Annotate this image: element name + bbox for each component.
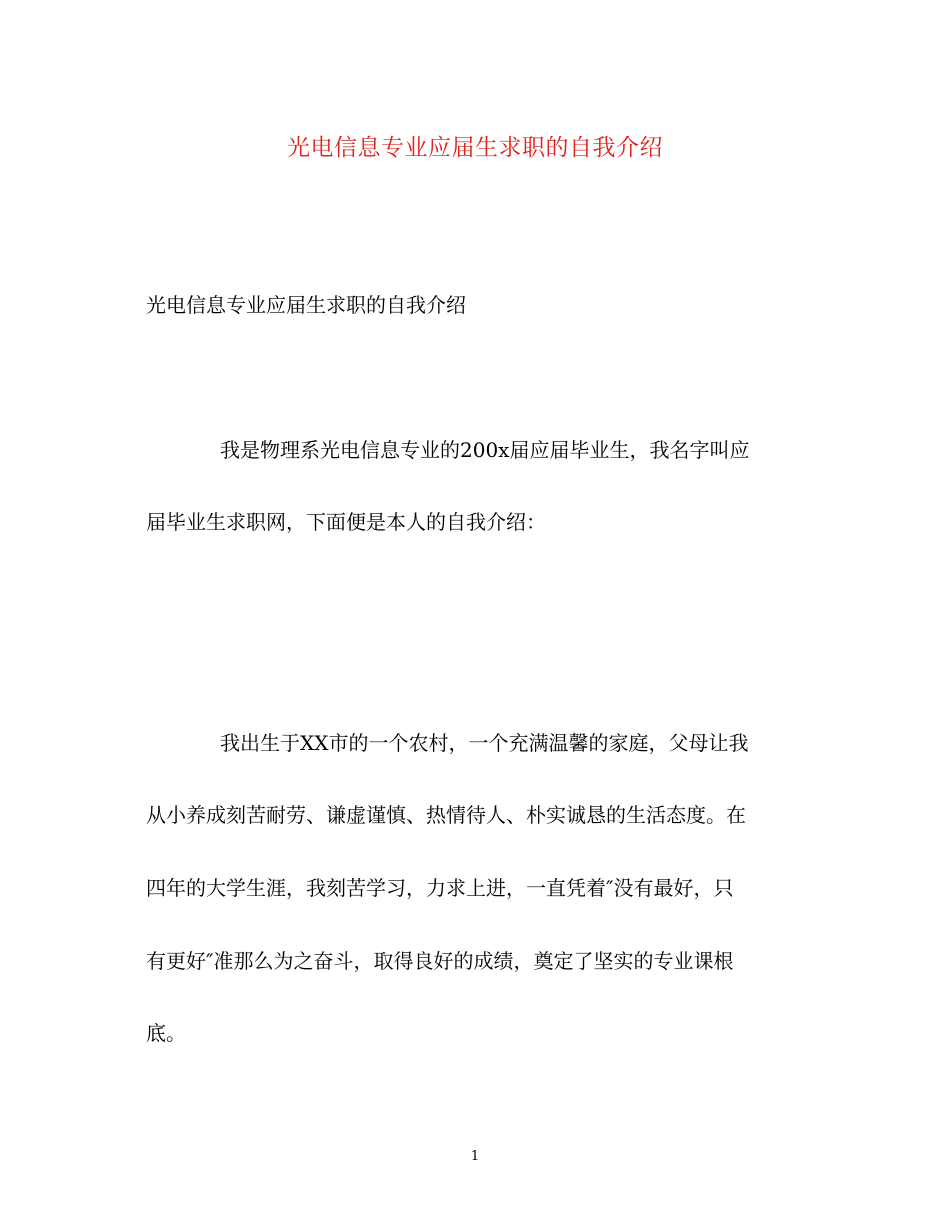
document-title: 光电信息专业应届生求职的自我介绍 [287,135,663,161]
paragraph-1-line-2: 届毕业生求职网，下面便是本人的自我介绍： [146,510,546,534]
paragraph-2 [146,728,806,1058]
paragraph-2-line-3: 四年的大学生涯，我刻苦学习，力求上进，一直凭着″没有最好，只 [146,876,734,900]
document-subtitle: 光电信息专业应届生求职的自我介绍 [146,293,466,317]
paragraph-2-line-5: 底。 [146,1021,186,1045]
paragraph-1 [146,435,806,534]
page-number: 1 [470,1149,480,1164]
paragraph-2-line-1: 我出生于XX市的一个农村，一个充满温馨的家庭，父母让我 [220,731,749,755]
paragraph-2-line-4: 有更好″准那么为之奋斗，取得良好的成绩，奠定了坚实的专业课根 [146,949,734,973]
paragraph-2-line-2: 从小养成刻苦耐劳、谦虚谨慎、热情待人、朴实诚恳的生活态度。在 [146,803,746,827]
paragraph-1-line-1: 我是物理系光电信息专业的200x届应届毕业生，我名字叫应 [220,438,750,462]
